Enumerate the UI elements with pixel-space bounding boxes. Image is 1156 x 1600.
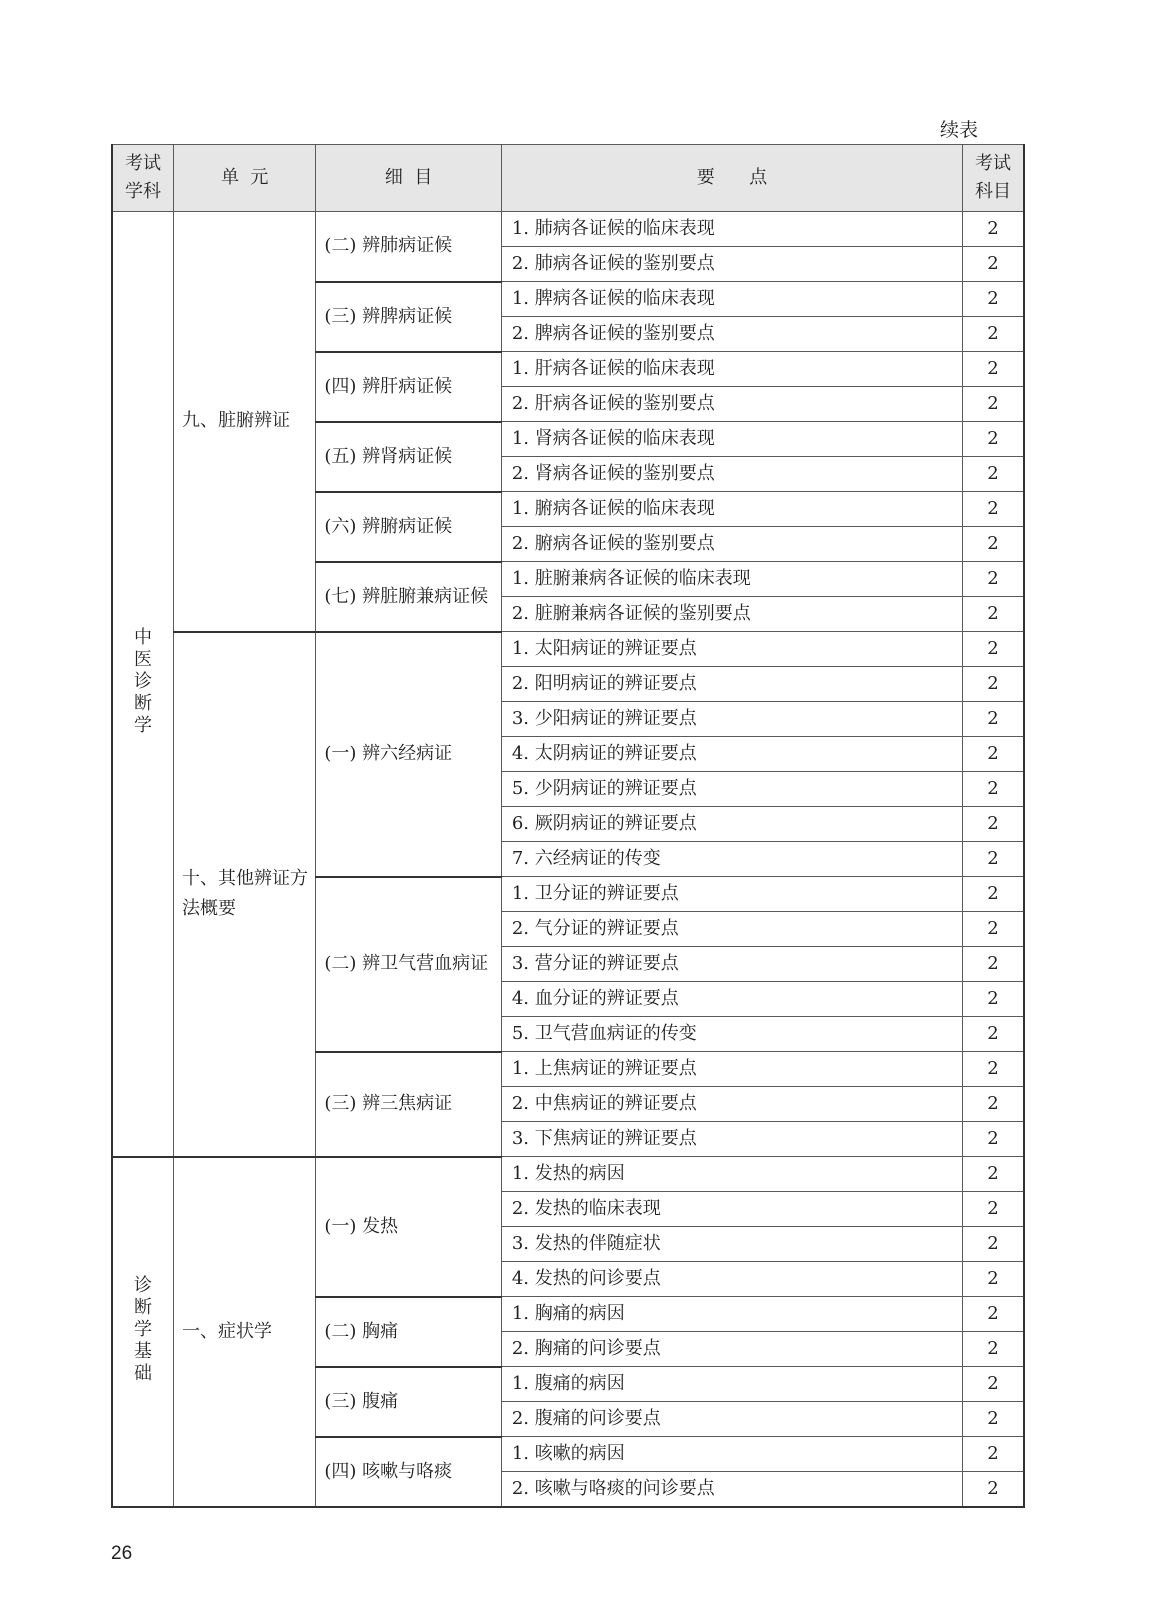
point-cell: 2. 腹痛的问诊要点	[501, 1402, 962, 1437]
item-cell: (四) 辨肝病证候	[316, 352, 501, 422]
table-row	[112, 212, 1024, 247]
exam-score-cell: 2	[962, 807, 1024, 842]
exam-score-cell: 2	[962, 947, 1024, 982]
header-point: 要 点	[501, 145, 962, 212]
header-unit: 单 元	[173, 145, 315, 212]
item-cell: (二) 辨卫气营血病证	[316, 877, 501, 1052]
subject-name: 中医诊断学	[133, 626, 152, 736]
item-cell: (二) 辨肺病证候	[316, 212, 501, 282]
exam-score-cell: 2	[962, 247, 1024, 282]
item-cell: (二) 胸痛	[316, 1297, 501, 1367]
exam-score-cell: 2	[962, 527, 1024, 562]
exam-score-cell: 2	[962, 212, 1024, 247]
item-cell: (四) 咳嗽与咯痰	[316, 1437, 501, 1507]
page-number: 26	[111, 1543, 133, 1564]
point-cell: 2. 咳嗽与咯痰的问诊要点	[501, 1472, 962, 1507]
point-cell: 3. 下焦病证的辨证要点	[501, 1122, 962, 1157]
exam-score-cell: 2	[962, 492, 1024, 527]
item-cell: (五) 辨肾病证候	[316, 422, 501, 492]
exam-score-cell: 2	[962, 1227, 1024, 1262]
exam-score-cell: 2	[962, 1262, 1024, 1297]
item-cell: (一) 发热	[316, 1157, 501, 1297]
point-cell: 2. 肝病各证候的鉴别要点	[501, 387, 962, 422]
table-row	[112, 1157, 1024, 1192]
point-cell: 1. 上焦病证的辨证要点	[501, 1052, 962, 1087]
point-cell: 1. 咳嗽的病因	[501, 1437, 962, 1472]
header-exam: 考试 科目	[962, 145, 1024, 212]
point-cell: 2. 肺病各证候的鉴别要点	[501, 247, 962, 282]
exam-score-cell: 2	[962, 352, 1024, 387]
point-cell: 3. 发热的伴随症状	[501, 1227, 962, 1262]
item-cell: (一) 辨六经病证	[316, 632, 501, 877]
exam-score-cell: 2	[962, 667, 1024, 702]
exam-score-cell: 2	[962, 1192, 1024, 1227]
point-cell: 1. 肾病各证候的临床表现	[501, 422, 962, 457]
exam-score-cell: 2	[962, 1297, 1024, 1332]
exam-score-cell: 2	[962, 1122, 1024, 1157]
point-cell: 5. 卫气营血病证的传变	[501, 1017, 962, 1052]
point-cell: 7. 六经病证的传变	[501, 842, 962, 877]
header-subject: 考试 学科	[112, 145, 173, 212]
exam-score-cell: 2	[962, 1472, 1024, 1507]
point-cell: 3. 营分证的辨证要点	[501, 947, 962, 982]
point-cell: 4. 血分证的辨证要点	[501, 982, 962, 1017]
exam-score-cell: 2	[962, 597, 1024, 632]
item-cell: (三) 辨脾病证候	[316, 282, 501, 352]
item-cell: (六) 辨腑病证候	[316, 492, 501, 562]
point-cell: 1. 胸痛的病因	[501, 1297, 962, 1332]
exam-score-cell: 2	[962, 737, 1024, 772]
exam-score-cell: 2	[962, 1367, 1024, 1402]
subject-name: 诊断学基础	[133, 1274, 152, 1384]
point-cell: 2. 气分证的辨证要点	[501, 912, 962, 947]
exam-score-cell: 2	[962, 422, 1024, 457]
exam-score-cell: 2	[962, 982, 1024, 1017]
exam-score-cell: 2	[962, 877, 1024, 912]
point-cell: 4. 发热的问诊要点	[501, 1262, 962, 1297]
exam-score-cell: 2	[962, 1052, 1024, 1087]
unit-cell: 九、脏腑辨证	[173, 212, 315, 632]
point-cell: 2. 腑病各证候的鉴别要点	[501, 527, 962, 562]
unit-cell: 十、其他辨证方法概要	[173, 632, 315, 1157]
point-cell: 1. 腑病各证候的临床表现	[501, 492, 962, 527]
unit-cell: 一、症状学	[173, 1157, 315, 1507]
point-cell: 4. 太阴病证的辨证要点	[501, 737, 962, 772]
table-row	[112, 632, 1024, 667]
exam-score-cell: 2	[962, 842, 1024, 877]
point-cell: 1. 脏腑兼病各证候的临床表现	[501, 562, 962, 597]
exam-score-cell: 2	[962, 772, 1024, 807]
exam-score-cell: 2	[962, 912, 1024, 947]
point-cell: 1. 发热的病因	[501, 1157, 962, 1192]
exam-score-cell: 2	[962, 1437, 1024, 1472]
point-cell: 2. 阳明病证的辨证要点	[501, 667, 962, 702]
point-cell: 2. 脾病各证候的鉴别要点	[501, 317, 962, 352]
exam-score-cell: 2	[962, 282, 1024, 317]
point-cell: 2. 脏腑兼病各证候的鉴别要点	[501, 597, 962, 632]
exam-score-cell: 2	[962, 457, 1024, 492]
continued-label: 续表	[940, 119, 979, 141]
table-body	[112, 212, 1024, 1507]
exam-score-cell: 2	[962, 1157, 1024, 1192]
header-item: 细 目	[316, 145, 501, 212]
point-cell: 1. 肺病各证候的临床表现	[501, 212, 962, 247]
point-cell: 1. 卫分证的辨证要点	[501, 877, 962, 912]
subject-cell	[112, 1157, 173, 1507]
point-cell: 2. 中焦病证的辨证要点	[501, 1087, 962, 1122]
subject-cell	[112, 212, 173, 1157]
point-cell: 1. 肝病各证候的临床表现	[501, 352, 962, 387]
exam-score-cell: 2	[962, 632, 1024, 667]
exam-score-cell: 2	[962, 1332, 1024, 1367]
point-cell: 1. 脾病各证候的临床表现	[501, 282, 962, 317]
point-cell: 5. 少阴病证的辨证要点	[501, 772, 962, 807]
point-cell: 2. 肾病各证候的鉴别要点	[501, 457, 962, 492]
exam-score-cell: 2	[962, 562, 1024, 597]
item-cell: (三) 辨三焦病证	[316, 1052, 501, 1157]
header-row	[112, 145, 1024, 212]
point-cell: 2. 胸痛的问诊要点	[501, 1332, 962, 1367]
point-cell: 1. 太阳病证的辨证要点	[501, 632, 962, 667]
point-cell: 2. 发热的临床表现	[501, 1192, 962, 1227]
item-cell: (三) 腹痛	[316, 1367, 501, 1437]
exam-score-cell: 2	[962, 317, 1024, 352]
point-cell: 1. 腹痛的病因	[501, 1367, 962, 1402]
point-cell: 6. 厥阴病证的辨证要点	[501, 807, 962, 842]
syllabus-table	[111, 144, 1025, 1508]
item-cell: (七) 辨脏腑兼病证候	[316, 562, 501, 632]
point-cell: 3. 少阳病证的辨证要点	[501, 702, 962, 737]
exam-score-cell: 2	[962, 1017, 1024, 1052]
exam-score-cell: 2	[962, 387, 1024, 422]
exam-score-cell: 2	[962, 1087, 1024, 1122]
exam-score-cell: 2	[962, 702, 1024, 737]
exam-score-cell: 2	[962, 1402, 1024, 1437]
